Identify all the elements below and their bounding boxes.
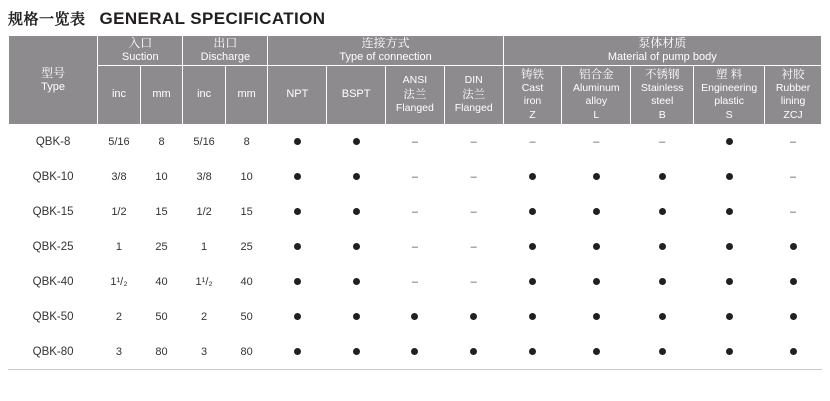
cell-aluminum: [562, 159, 631, 194]
header-aluminum-alloy: 铝合金 Aluminum alloy L: [562, 65, 631, 124]
cell-discharge-inc: 2: [183, 299, 226, 334]
cell-stainless: [631, 194, 694, 229]
header-row-units: [9, 65, 822, 124]
cell-discharge-inc: 1: [183, 229, 226, 264]
header-discharge: 出口 Discharge: [183, 36, 268, 66]
not-available-dash-icon: –: [470, 170, 477, 183]
table-row: [9, 159, 822, 194]
cell-discharge-mm: 80: [225, 334, 268, 369]
cell-suction-mm: 25: [140, 229, 183, 264]
cell-aluminum: [562, 124, 631, 159]
cell-model: QBK-50: [9, 299, 98, 334]
cell-aluminum: [562, 264, 631, 299]
cell-model: QBK-8: [9, 124, 98, 159]
available-dot-icon: [353, 313, 360, 320]
cell-rubber: [765, 299, 822, 334]
available-dot-icon: [790, 348, 797, 355]
available-dot-icon: [529, 243, 536, 250]
cell-din: [444, 124, 503, 159]
header-suction-mm: mm: [140, 65, 183, 124]
cell-bspt: [327, 334, 386, 369]
available-dot-icon: [470, 313, 477, 320]
cell-cast-iron: [503, 159, 562, 194]
cell-model: QBK-40: [9, 264, 98, 299]
available-dot-icon: [790, 278, 797, 285]
cell-discharge-mm: 40: [225, 264, 268, 299]
available-dot-icon: [726, 313, 733, 320]
cell-din: [444, 334, 503, 369]
available-dot-icon: [593, 313, 600, 320]
header-discharge-inc: inc: [183, 65, 226, 124]
cell-stainless: [631, 124, 694, 159]
available-dot-icon: [529, 173, 536, 180]
not-available-dash-icon: –: [470, 240, 477, 253]
available-dot-icon: [726, 173, 733, 180]
cell-suction-inc: 1/2: [98, 194, 141, 229]
cell-din: [444, 229, 503, 264]
cell-suction-inc: 1: [98, 229, 141, 264]
available-dot-icon: [529, 313, 536, 320]
not-available-dash-icon: –: [411, 170, 418, 183]
header-ansi-flanged: ANSI 法兰 Flanged: [386, 65, 445, 124]
cell-plastic: [694, 229, 765, 264]
cell-npt: [268, 229, 327, 264]
table-row: [9, 194, 822, 229]
cell-bspt: [327, 159, 386, 194]
page-title: [0, 0, 830, 35]
cell-rubber: [765, 334, 822, 369]
cell-suction-mm: 10: [140, 159, 183, 194]
cell-bspt: [327, 229, 386, 264]
cell-discharge-mm: 15: [225, 194, 268, 229]
cell-model: QBK-80: [9, 334, 98, 369]
cell-discharge-mm: 25: [225, 229, 268, 264]
specification-table: [8, 35, 822, 370]
cell-aluminum: [562, 299, 631, 334]
not-available-dash-icon: –: [470, 275, 477, 288]
cell-plastic: [694, 264, 765, 299]
header-bspt: BSPT: [327, 65, 386, 124]
table-body: [9, 124, 822, 369]
cell-plastic: [694, 194, 765, 229]
cell-suction-mm: 50: [140, 299, 183, 334]
cell-plastic: [694, 334, 765, 369]
not-available-dash-icon: –: [789, 135, 797, 148]
not-available-dash-icon: –: [470, 135, 477, 148]
not-available-dash-icon: –: [659, 135, 666, 148]
cell-plastic: [694, 299, 765, 334]
header-material: 泵体材质 Material of pump body: [503, 36, 821, 66]
available-dot-icon: [294, 173, 301, 180]
cell-suction-inc: 3/8: [98, 159, 141, 194]
header-suction: 入口 Suction: [98, 36, 183, 66]
cell-rubber: [765, 264, 822, 299]
cell-npt: [268, 124, 327, 159]
available-dot-icon: [726, 278, 733, 285]
cell-cast-iron: [503, 124, 562, 159]
cell-bspt: [327, 264, 386, 299]
available-dot-icon: [353, 243, 360, 250]
not-available-dash-icon: –: [411, 275, 418, 288]
cell-rubber: [765, 229, 822, 264]
available-dot-icon: [294, 138, 301, 145]
available-dot-icon: [790, 243, 797, 250]
cell-suction-inc: 1¹/₂: [98, 264, 141, 299]
available-dot-icon: [593, 348, 600, 355]
available-dot-icon: [529, 348, 536, 355]
cell-stainless: [631, 299, 694, 334]
header-model: 型号 Type: [9, 36, 98, 125]
header-rubber-lining: 衬胶 Rubber lining ZCJ: [765, 65, 822, 124]
available-dot-icon: [593, 243, 600, 250]
available-dot-icon: [659, 208, 666, 215]
cell-suction-mm: 15: [140, 194, 183, 229]
not-available-dash-icon: –: [470, 205, 477, 218]
cell-stainless: [631, 334, 694, 369]
cell-ansi: [386, 124, 445, 159]
cell-din: [444, 194, 503, 229]
not-available-dash-icon: –: [411, 240, 418, 253]
cell-ansi: [386, 334, 445, 369]
cell-npt: [268, 159, 327, 194]
cell-ansi: [386, 229, 445, 264]
available-dot-icon: [659, 173, 666, 180]
cell-cast-iron: [503, 334, 562, 369]
header-npt: NPT: [268, 65, 327, 124]
header-engineering-plastic: 塑 料 Engineering plastic S: [694, 65, 765, 124]
available-dot-icon: [353, 348, 360, 355]
cell-suction-inc: 3: [98, 334, 141, 369]
not-available-dash-icon: –: [593, 135, 600, 148]
title-english: GENERAL SPECIFICATION: [99, 9, 326, 28]
available-dot-icon: [659, 243, 666, 250]
available-dot-icon: [294, 208, 301, 215]
cell-din: [444, 264, 503, 299]
cell-plastic: [694, 124, 765, 159]
cell-din: [444, 299, 503, 334]
cell-din: [444, 159, 503, 194]
available-dot-icon: [529, 278, 536, 285]
not-available-dash-icon: –: [529, 135, 536, 148]
cell-rubber: [765, 159, 822, 194]
cell-discharge-inc: 3/8: [183, 159, 226, 194]
header-din-flanged: DIN 法兰 Flanged: [444, 65, 503, 124]
available-dot-icon: [790, 313, 797, 320]
available-dot-icon: [659, 348, 666, 355]
available-dot-icon: [411, 313, 418, 320]
cell-bspt: [327, 194, 386, 229]
cell-aluminum: [562, 334, 631, 369]
cell-stainless: [631, 229, 694, 264]
cell-ansi: [386, 194, 445, 229]
available-dot-icon: [726, 208, 733, 215]
cell-discharge-inc: 3: [183, 334, 226, 369]
available-dot-icon: [659, 313, 666, 320]
available-dot-icon: [353, 208, 360, 215]
cell-model: QBK-15: [9, 194, 98, 229]
table-row: [9, 229, 822, 264]
cell-bspt: [327, 299, 386, 334]
cell-discharge-inc: 5/16: [183, 124, 226, 159]
cell-rubber: [765, 124, 822, 159]
header-stainless-steel: 不锈钢 Stainless steel B: [631, 65, 694, 124]
cell-cast-iron: [503, 264, 562, 299]
table-row: [9, 299, 822, 334]
cell-cast-iron: [503, 299, 562, 334]
cell-rubber: [765, 194, 822, 229]
table-header: [9, 36, 822, 125]
table-row: [9, 124, 822, 159]
cell-discharge-inc: 1¹/₂: [183, 264, 226, 299]
cell-aluminum: [562, 194, 631, 229]
available-dot-icon: [294, 278, 301, 285]
not-available-dash-icon: –: [789, 170, 797, 183]
cell-suction-inc: 5/16: [98, 124, 141, 159]
cell-aluminum: [562, 229, 631, 264]
available-dot-icon: [470, 348, 477, 355]
header-suction-inc: inc: [98, 65, 141, 124]
table-row: [9, 264, 822, 299]
not-available-dash-icon: –: [411, 205, 418, 218]
available-dot-icon: [353, 278, 360, 285]
cell-discharge-mm: 50: [225, 299, 268, 334]
not-available-dash-icon: –: [411, 135, 418, 148]
available-dot-icon: [294, 243, 301, 250]
available-dot-icon: [529, 208, 536, 215]
available-dot-icon: [411, 348, 418, 355]
available-dot-icon: [294, 348, 301, 355]
cell-cast-iron: [503, 194, 562, 229]
available-dot-icon: [726, 243, 733, 250]
header-cast-iron: 铸铁 Cast iron Z: [503, 65, 562, 124]
cell-model: QBK-25: [9, 229, 98, 264]
available-dot-icon: [593, 173, 600, 180]
available-dot-icon: [593, 208, 600, 215]
available-dot-icon: [659, 278, 666, 285]
cell-discharge-mm: 10: [225, 159, 268, 194]
available-dot-icon: [593, 278, 600, 285]
header-row-group: [9, 36, 822, 66]
header-connection: 连接方式 Type of connection: [268, 36, 503, 66]
cell-npt: [268, 264, 327, 299]
cell-model: QBK-10: [9, 159, 98, 194]
cell-plastic: [694, 159, 765, 194]
title-chinese: 规格一览表: [8, 11, 86, 28]
cell-ansi: [386, 159, 445, 194]
available-dot-icon: [726, 138, 733, 145]
cell-bspt: [327, 124, 386, 159]
available-dot-icon: [353, 138, 360, 145]
cell-stainless: [631, 159, 694, 194]
cell-suction-mm: 80: [140, 334, 183, 369]
available-dot-icon: [294, 313, 301, 320]
cell-suction-mm: 8: [140, 124, 183, 159]
cell-npt: [268, 194, 327, 229]
cell-suction-inc: 2: [98, 299, 141, 334]
cell-discharge-mm: 8: [225, 124, 268, 159]
table-row: [9, 334, 822, 369]
available-dot-icon: [353, 173, 360, 180]
cell-cast-iron: [503, 229, 562, 264]
cell-discharge-inc: 1/2: [183, 194, 226, 229]
cell-ansi: [386, 299, 445, 334]
cell-npt: [268, 299, 327, 334]
cell-ansi: [386, 264, 445, 299]
cell-stainless: [631, 264, 694, 299]
cell-suction-mm: 40: [140, 264, 183, 299]
header-discharge-mm: mm: [225, 65, 268, 124]
available-dot-icon: [726, 348, 733, 355]
not-available-dash-icon: –: [789, 205, 797, 218]
cell-npt: [268, 334, 327, 369]
